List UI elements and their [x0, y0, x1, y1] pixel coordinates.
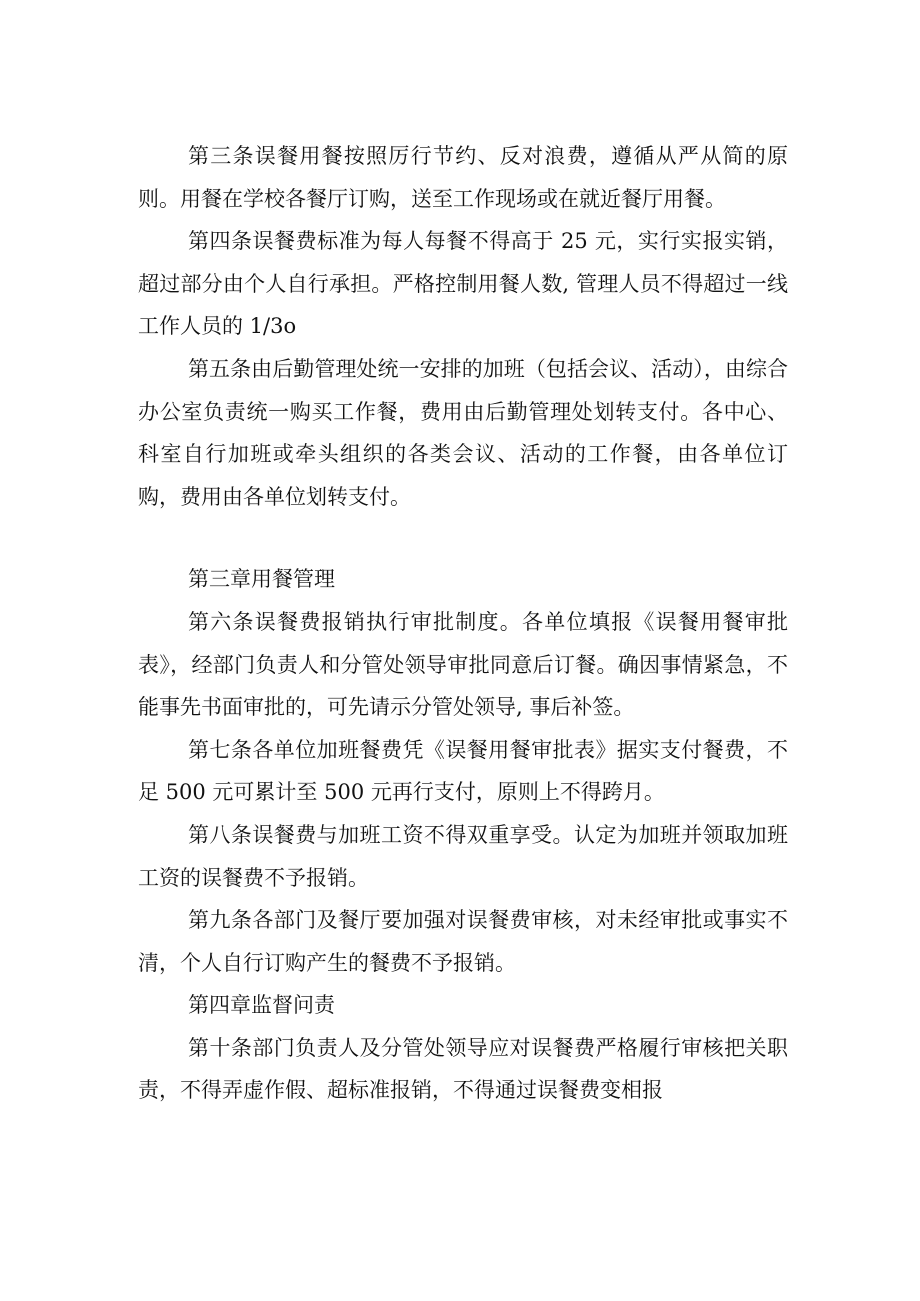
article-8: 第八条误餐费与加班工资不得双重享受。认定为加班并领取加班工资的误餐费不予报销。: [138, 822, 788, 890]
section-spacer: [138, 518, 788, 558]
document-body: [138, 135, 788, 1112]
article-5: 第五条由后勤管理处统一安排的加班（包括会议、活动），由综合办公室负责统一购买工作餐，费用由后勤管理处划转支付。各中心、科室自行加班或牵头组织的各类会议、活动的工作餐，由各单位订购，费用由各单位划转支付。: [138, 356, 788, 509]
chapter-4-heading: 第四章监督问责: [188, 993, 335, 1018]
article-9: 第九条各部门及餐厅要加强对误餐费审核，对未经审批或事实不清，个人自行订购产生的餐费不予报销。: [138, 908, 788, 975]
article-6: 第六条误餐费报销执行审批制度。各单位填报《误餐用餐审批表》，经部门负责人和分管处领导审批同意后订餐。确因事情紧急，不能事先书面审批的，可先请示分管处领导, 事后补签。: [138, 609, 788, 720]
article-3: 第三条误餐用餐按照厉行节约、反对浪费，遵循从严从简的原则。用餐在学校各餐厅订购，送至工作现场或在就近餐厅用餐。: [138, 144, 788, 211]
article-4: 第四条误餐费标准为每人每餐不得高于 25 元，实行实报实销，超过部分由个人自行承担。严格控制用餐人数, 管理人员不得超过一线工作人员的 1/3o: [138, 229, 788, 339]
article-10: 第十条部门负责人及分管处领导应对误餐费严格履行审核把关职责，不得弄虚作假、超标准报销，不得通过误餐费变相报: [138, 1035, 788, 1103]
chapter-3-heading: 第三章用餐管理: [188, 567, 335, 592]
article-7: 第七条各单位加班餐费凭《误餐用餐审批表》据实支付餐费，不足 500 元可累计至 500 元再行支付，原则上不得跨月。: [138, 737, 788, 805]
